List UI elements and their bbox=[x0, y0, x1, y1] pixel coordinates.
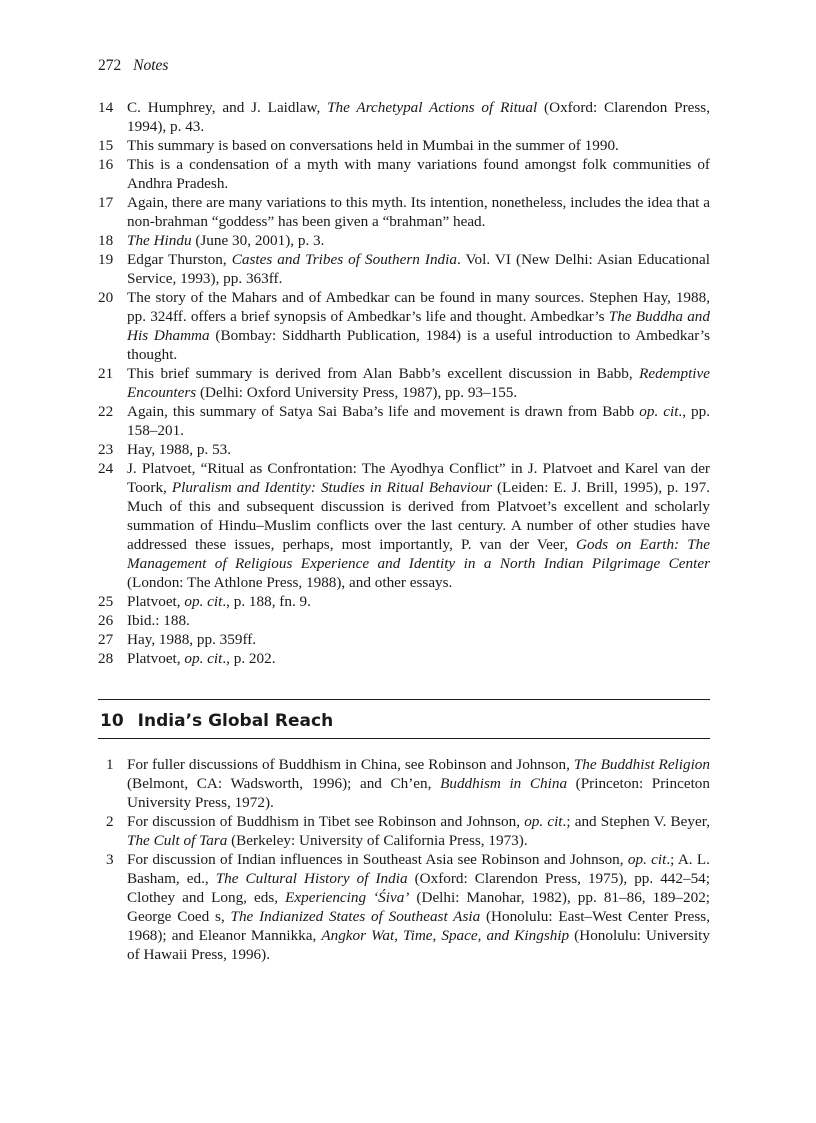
endnote-1 bbox=[98, 755, 710, 812]
endnote-text: Platvoet, op. cit., p. 202. bbox=[127, 650, 276, 667]
endnote-number: 18 bbox=[98, 232, 114, 249]
endnote-number: 19 bbox=[98, 251, 114, 268]
endnote-text: This is a condensation of a myth with many variations found amongst folk communities of Andhra Pradesh. bbox=[127, 156, 710, 192]
endnote-text: For discussion of Indian influences in Southeast Asia see Robinson and Johnson, op. cit.; A. L. Basham, ed., The Cultural History of India (Oxford: Clarendon Press, 1975), pp. 442–54; Clothey and Long, eds, Experiencing ‘Śiva’ (Delhi: Manohar, 1982), pp. 81–86, 189–202; George Coed s, The Indianized States of Southeast Asia (Honolulu: East–West Center Press, 1968); and Eleanor Mannikka, Angkor Wat, Time, Space, and Kingship (Honolulu: University of Hawaii Press, 1996). bbox=[127, 851, 711, 963]
endnote-24 bbox=[98, 459, 710, 592]
endnote-text: Again, this summary of Satya Sai Baba’s life and movement is drawn from Babb op. cit., pp. 158–201. bbox=[127, 403, 710, 439]
endnote-2 bbox=[98, 812, 710, 850]
notes-list-previous-chapter bbox=[98, 98, 710, 668]
endnote-text: This brief summary is derived from Alan Babb’s excellent discussion in Babb, Redemptive Encounters (Delhi: Oxford University Press, 1987), pp. 93–155. bbox=[127, 365, 710, 401]
endnote-text: Edgar Thurston, Castes and Tribes of Southern India. Vol. VI (New Delhi: Asian Educational Service, 1993), pp. 363ff. bbox=[127, 251, 710, 287]
endnote-number: 22 bbox=[98, 403, 114, 420]
chapter-rule-bottom bbox=[98, 738, 710, 739]
endnote-14 bbox=[98, 98, 710, 136]
endnote-18 bbox=[98, 231, 710, 250]
endnote-number: 24 bbox=[98, 460, 114, 477]
endnote-text: For discussion of Buddhism in Tibet see Robinson and Johnson, op. cit.; and Stephen V. Beyer, The Cult of Tara (Berkeley: University of California Press, 1973). bbox=[127, 813, 710, 849]
endnote-number: 26 bbox=[98, 612, 114, 629]
endnote-28 bbox=[98, 649, 710, 668]
endnote-26 bbox=[98, 611, 710, 630]
running-head bbox=[98, 56, 710, 76]
endnote-16 bbox=[98, 155, 710, 193]
endnote-text: This summary is based on conversations held in Mumbai in the summer of 1990. bbox=[127, 137, 619, 154]
endnote-number: 25 bbox=[98, 593, 114, 610]
notes-list-chapter-10 bbox=[98, 755, 710, 964]
endnote-3 bbox=[98, 850, 710, 964]
page bbox=[98, 56, 710, 964]
endnote-number: 17 bbox=[98, 194, 114, 211]
endnote-15 bbox=[98, 136, 710, 155]
endnote-text: For fuller discussions of Buddhism in China, see Robinson and Johnson, The Buddhist Religion (Belmont, CA: Wadsworth, 1996); and Ch’en, Buddhism in China (Princeton: Princeton University Press, 1972). bbox=[127, 756, 710, 811]
endnote-19 bbox=[98, 250, 710, 288]
endnote-17 bbox=[98, 193, 710, 231]
endnote-number: 2 bbox=[106, 813, 114, 830]
endnote-number: 15 bbox=[98, 137, 114, 154]
endnote-text: C. Humphrey, and J. Laidlaw, The Archetypal Actions of Ritual (Oxford: Clarendon Press, 1994), p. 43. bbox=[127, 99, 710, 135]
running-head-title: Notes bbox=[133, 57, 169, 74]
endnote-text: Hay, 1988, p. 53. bbox=[127, 441, 232, 458]
endnote-number: 20 bbox=[98, 289, 114, 306]
endnote-22 bbox=[98, 402, 710, 440]
endnote-20 bbox=[98, 288, 710, 364]
endnote-27 bbox=[98, 630, 710, 649]
chapter-number: 10 bbox=[100, 711, 124, 731]
endnote-text: The story of the Mahars and of Ambedkar can be found in many sources. Stephen Hay, 1988, pp. 324ff. offers a brief synopsis of Ambedkar’s life and thought. Ambedkar’s The Buddha and His Dhamma (Bombay: Siddharth Publication, 1984) is a useful introduction to Ambedkar’s thought. bbox=[127, 289, 710, 363]
endnote-number: 3 bbox=[106, 851, 114, 868]
endnote-text: Ibid.: 188. bbox=[127, 612, 190, 629]
endnote-number: 23 bbox=[98, 441, 114, 458]
endnote-number: 16 bbox=[98, 156, 114, 173]
endnote-text: Platvoet, op. cit., p. 188, fn. 9. bbox=[127, 593, 311, 610]
chapter-title: India’s Global Reach bbox=[137, 711, 334, 731]
endnote-number: 28 bbox=[98, 650, 114, 667]
endnote-text: Hay, 1988, pp. 359ff. bbox=[127, 631, 257, 648]
endnote-text: The Hindu (June 30, 2001), p. 3. bbox=[127, 232, 325, 249]
endnote-number: 21 bbox=[98, 365, 114, 382]
endnote-text: Again, there are many variations to this myth. Its intention, nonetheless, includes the idea that a non-brahman “goddess” has been given a “brahman” head. bbox=[127, 194, 710, 230]
endnote-number: 1 bbox=[106, 756, 114, 773]
endnote-23 bbox=[98, 440, 710, 459]
endnote-number: 14 bbox=[98, 99, 114, 116]
page-number: 272 bbox=[98, 57, 122, 74]
endnote-21 bbox=[98, 364, 710, 402]
endnote-25 bbox=[98, 592, 710, 611]
chapter-heading bbox=[98, 700, 710, 738]
endnote-number: 27 bbox=[98, 631, 114, 648]
endnote-text: J. Platvoet, “Ritual as Confrontation: The Ayodhya Conflict” in J. Platvoet and Karel van der Toork, Pluralism and Identity: Studies in Ritual Behaviour (Leiden: E. J. Brill, 1995), p. 197. Much of this and subsequent discussion is derived from Platvoet’s excellent and scholarly summation of Hindu–Muslim conflicts over the last century. A number of other studies have addressed these issues, perhaps, most importantly, P. van der Veer, Gods on Earth: The Management of Religious Experience and Identity in a North Indian Pilgrimage Center (London: The Athlone Press, 1988), and other essays. bbox=[127, 460, 710, 591]
